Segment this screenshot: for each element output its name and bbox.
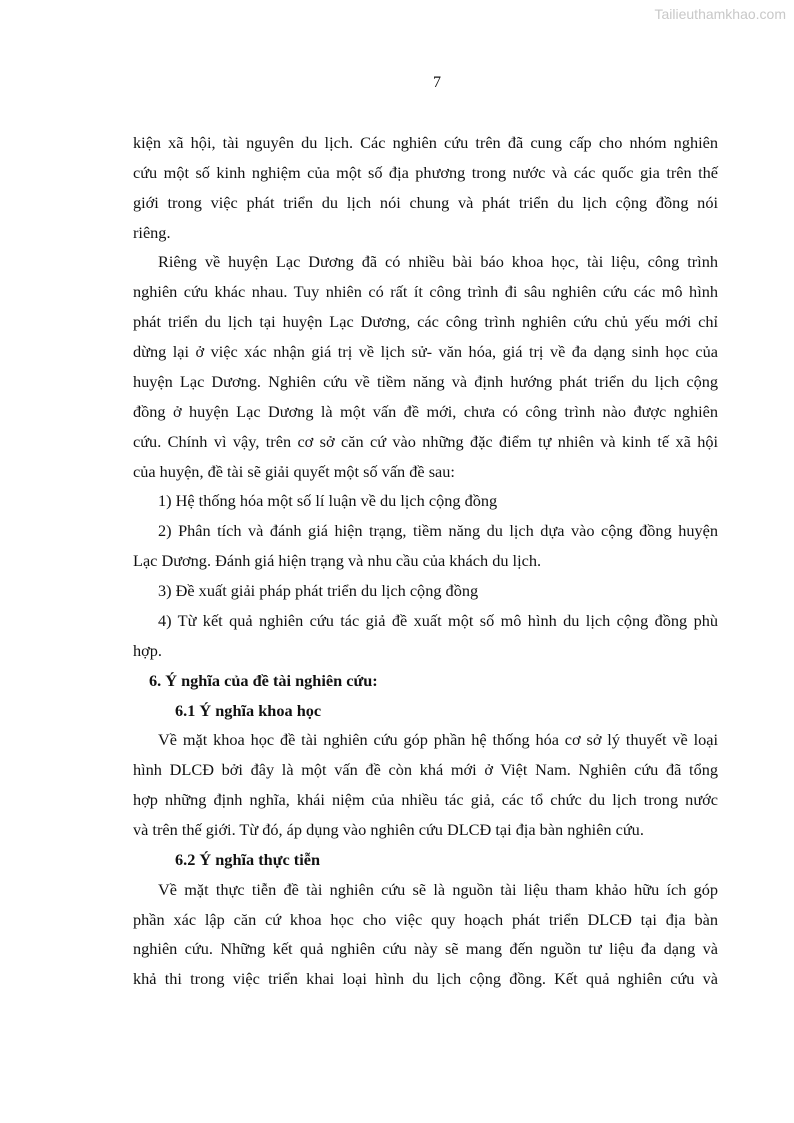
text-line: đồng ở huyện Lạc Dương là một vấn đề mới, chưa có công trình nào được nghiên (133, 401, 718, 421)
section-heading: 6.2 Ý nghĩa thực tiễn (175, 849, 321, 869)
text-line: cứu. Chính vì vậy, trên cơ sở căn cứ vào những đặc điểm tự nhiên và kinh tế xã hội (133, 431, 718, 451)
text-line: hình DLCĐ bởi đây là một vấn đề còn khá mới ở Việt Nam. Nghiên cứu đã tổng (133, 760, 718, 780)
text-line: 1) Hệ thống hóa một số lí luận về du lịch cộng đồng (158, 491, 498, 511)
text-line: 2) Phân tích và đánh giá hiện trạng, tiềm năng du lịch dựa vào cộng đồng huyện (158, 521, 718, 541)
text-line: hợp. (133, 640, 162, 660)
text-line: dừng lại ở việc xác nhận giá trị về lịch sử- văn hóa, giá trị về đa dạng sinh học của (133, 342, 718, 362)
text-line: 4) Từ kết quả nghiên cứu tác giả đề xuất một số mô hình du lịch cộng đồng phù (158, 610, 718, 630)
text-line: Riêng về huyện Lạc Dương đã có nhiều bài báo khoa học, tài liệu, công trình (158, 252, 718, 272)
text-line: của huyện, đề tài sẽ giải quyết một số vấn đề sau: (133, 461, 455, 481)
text-line: phát triển du lịch tại huyện Lạc Dương, các công trình nghiên cứu chủ yếu mới chỉ (133, 312, 718, 332)
text-line: nghiên cứu. Những kết quả nghiên cứu này sẽ mang đến nguồn tư liệu đa dạng và (133, 939, 718, 959)
text-line: giới trong việc phát triển du lịch nói chung và phát triển du lịch cộng đồng nói (133, 192, 718, 212)
text-line: kiện xã hội, tài nguyên du lịch. Các nghiên cứu trên đã cung cấp cho nhóm nghiên (133, 133, 718, 152)
text-line: cứu một số kinh nghiệm của một số địa phương trong nước và các quốc gia trên thế (133, 162, 718, 182)
text-line: Về mặt thực tiễn đề tài nghiên cứu sẽ là nguồn tài liệu tham khảo hữu ích góp (158, 879, 718, 899)
text-line: 3) Đề xuất giải pháp phát triển du lịch cộng đồng (158, 581, 479, 601)
watermark: Tailieuthamkhao.com (654, 6, 786, 22)
text-line: khả thi trong việc triển khai loại hình du lịch cộng đồng. Kết quả nghiên cứu và (133, 969, 718, 989)
text-line: và trên thế giới. Từ đó, áp dụng vào nghiên cứu DLCĐ tại địa bàn nghiên cứu. (133, 820, 644, 839)
text-line: nghiên cứu khác nhau. Tuy nhiên có rất ít công trình đi sâu nghiên cứu các mô hình (133, 282, 718, 302)
text-line: Về mặt khoa học đề tài nghiên cứu góp phần hệ thống hóa cơ sở lý thuyết về loại (158, 730, 718, 750)
text-line: hợp những định nghĩa, khái niệm của nhiều tác giả, các tổ chức du lịch trong nước (133, 790, 718, 810)
text-line: riêng. (133, 222, 171, 242)
text-line: huyện Lạc Dương. Nghiên cứu về tiềm năng và định hướng phát triển du lịch cộng (133, 371, 718, 391)
text-line: phần xác lập căn cứ khoa học cho việc quy hoạch phát triển DLCĐ tại địa bàn (133, 909, 718, 929)
text-line: Lạc Dương. Đánh giá hiện trạng và nhu cầu của khách du lịch. (133, 551, 542, 571)
section-heading: 6. Ý nghĩa của đề tài nghiên cứu: (149, 670, 378, 690)
page-number: 7 (433, 74, 441, 91)
section-heading: 6.1 Ý nghĩa khoa học (175, 700, 322, 720)
